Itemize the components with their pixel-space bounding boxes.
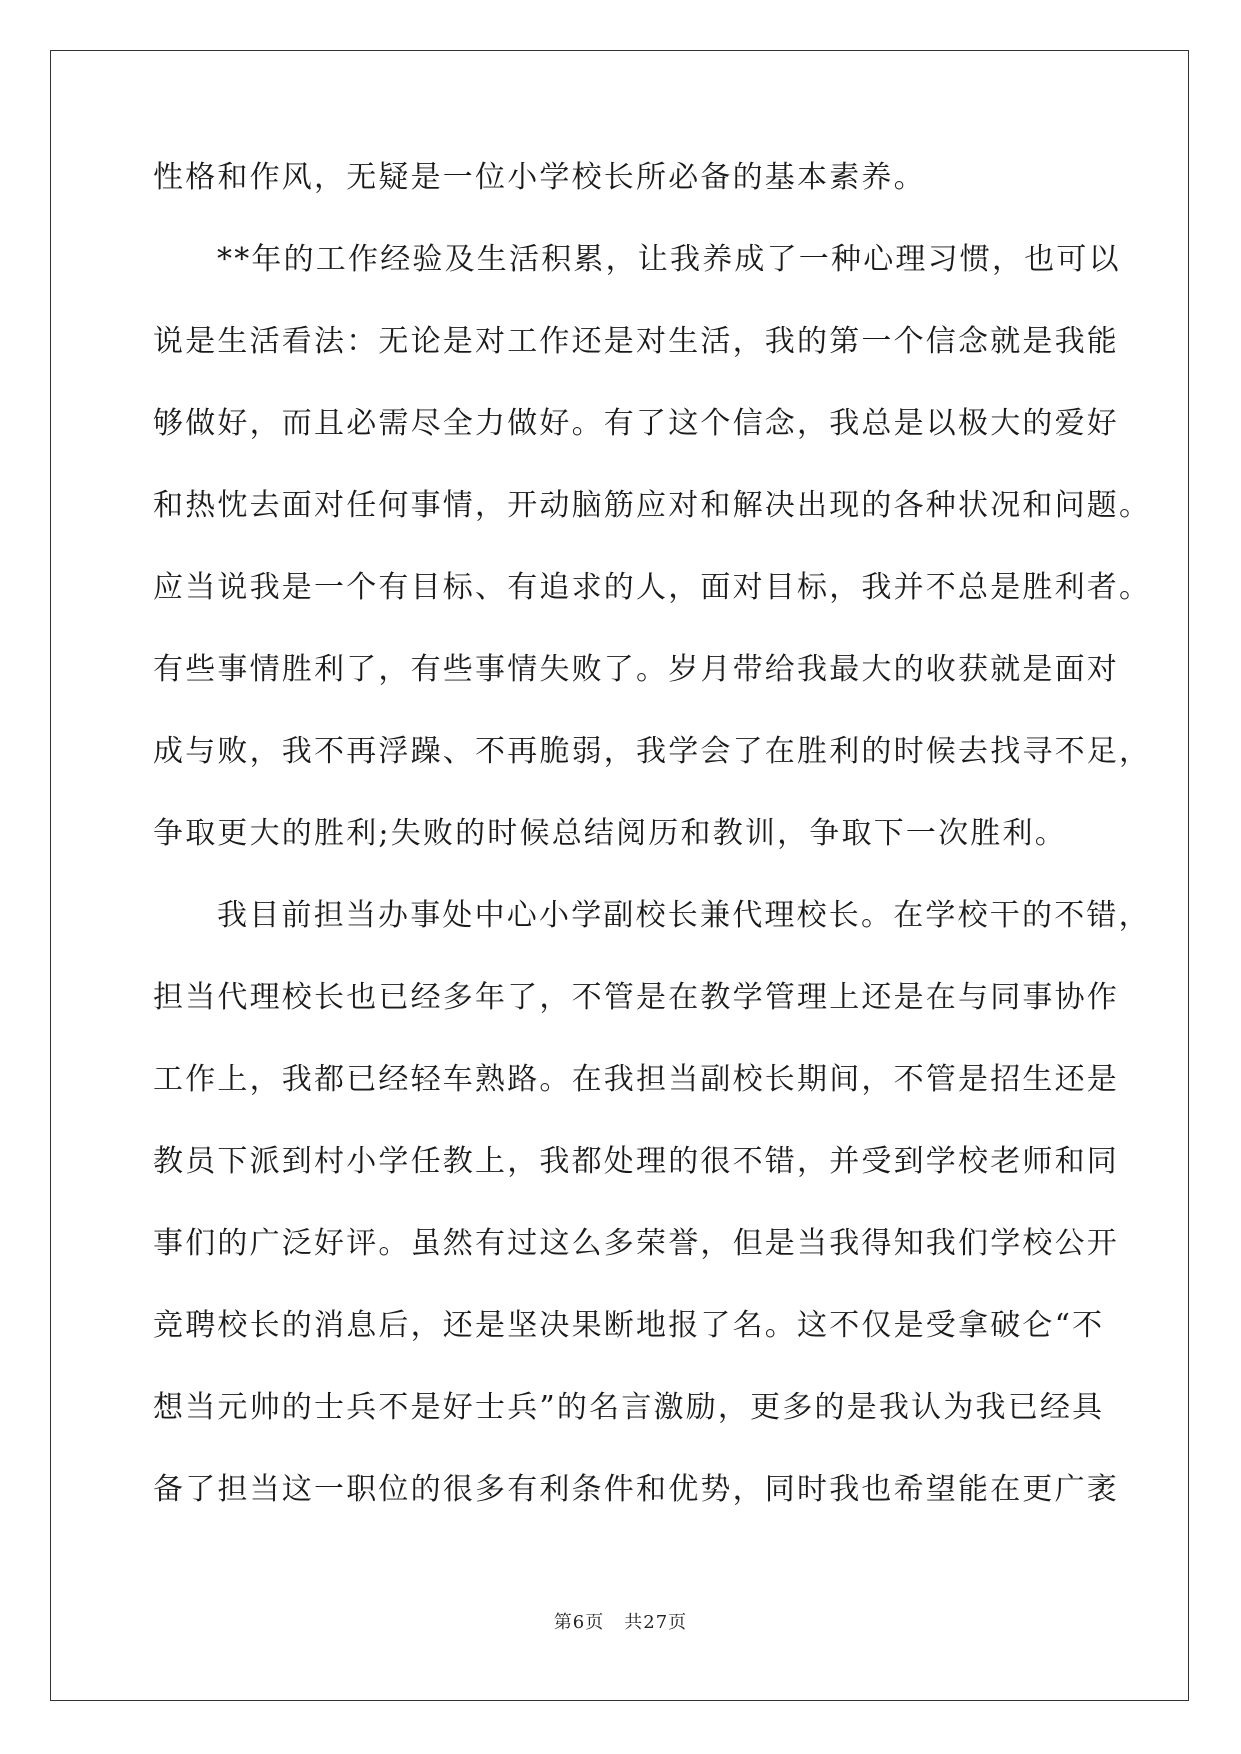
- text-line: 和热忱去面对任何事情，开动脑筋应对和解决出现的各种状况和问题。: [153, 488, 1152, 523]
- text-line: 我目前担当办事处中心小学副校长兼代理校长。在学校干的不错，: [217, 898, 1151, 933]
- text-line: 担当代理校长也已经多年了，不管是在教学管理上还是在与同事协作: [153, 980, 1119, 1015]
- text-line: 成与败，我不再浮躁、不再脆弱，我学会了在胜利的时候去找寻不足，: [153, 734, 1152, 769]
- page-footer: [0, 1608, 1241, 1634]
- text-line: 有些事情胜利了，有些事情失败了。岁月带给我最大的收获就是面对: [153, 652, 1119, 687]
- text-line: 想当元帅的士兵不是好士兵”的名言激励，更多的是我认为我已经具: [153, 1390, 1105, 1425]
- text-line: 够做好，而且必需尽全力做好。有了这个信念，我总是以极大的爱好: [153, 406, 1119, 441]
- text-line: 竞聘校长的消息后，还是坚决果断地报了名。这不仅是受拿破仑“不: [153, 1308, 1105, 1343]
- text-line: 说是生活看法：无论是对工作还是对生活，我的第一个信念就是我能: [153, 324, 1119, 359]
- text-line: **年的工作经验及生活积累，让我养成了一种心理习惯，也可以: [217, 242, 1121, 277]
- text-line: 备了担当这一职位的很多有利条件和优势，同时我也希望能在更广袤: [153, 1472, 1119, 1507]
- text-line: 应当说我是一个有目标、有追求的人，面对目标，我并不总是胜利者。: [153, 570, 1152, 605]
- document-body: [153, 158, 1152, 1552]
- total-page-count: 共27页: [624, 1612, 688, 1633]
- text-line: 争取更大的胜利;失败的时候总结阅历和教训，争取下一次胜利。: [153, 816, 1067, 851]
- text-line: 教员下派到村小学任教上，我都处理的很不错，并受到学校老师和同: [153, 1144, 1119, 1179]
- text-line: 性格和作风，无疑是一位小学校长所必备的基本素养。: [153, 160, 926, 195]
- current-page-number: 第6页: [553, 1612, 605, 1633]
- text-line: 工作上，我都已经轻车熟路。在我担当副校长期间，不管是招生还是: [153, 1062, 1119, 1097]
- text-line: 事们的广泛好评。虽然有过这么多荣誉，但是当我得知我们学校公开: [153, 1226, 1119, 1261]
